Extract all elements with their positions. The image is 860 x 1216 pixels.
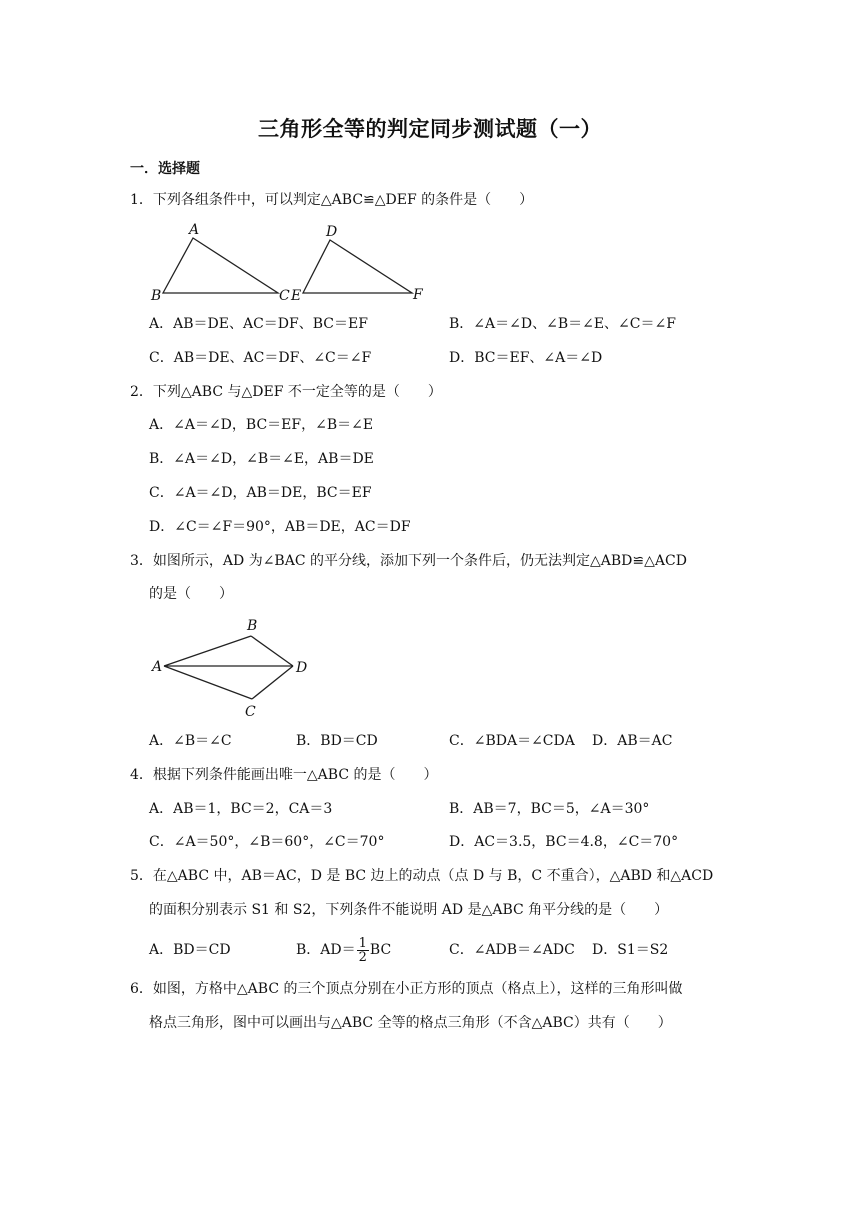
label-d: D <box>326 224 338 240</box>
question-3-stem-line-1: 3．如图所示，AD 为∠BAC 的平分线，添加下列一个条件后，仍无法判定△ABD≌△ACD <box>130 553 687 569</box>
question-1-stem: 1．下列各组条件中，可以判定△ABC≌△DEF 的条件是（ ） <box>130 192 534 208</box>
question-5-stem-line-1: 5．在△ABC 中，AB＝AC，D 是 BC 边上的动点（点 D 与 B，C 不重合），△ABD 和△ACD <box>130 868 714 884</box>
question-3-figure <box>145 612 315 720</box>
label-a: A <box>189 222 200 238</box>
q3-option-b: B．BD＝CD <box>296 733 378 749</box>
question-6-stem-line-2: 格点三角形，图中可以画出与△ABC 全等的格点三角形（不含△ABC）共有（ ） <box>149 1015 672 1031</box>
question-6-stem-line-1: 6．如图，方格中△ABC 的三个顶点分别在小正方形的顶点（格点上），这样的三角形叫做 <box>130 981 683 997</box>
q4-option-d: D．AC＝3.5，BC＝4.8，∠C＝70° <box>449 834 679 850</box>
q4-option-c: C．∠A＝50°，∠B＝60°，∠C＝70° <box>149 834 385 850</box>
label-c: C <box>279 288 290 302</box>
q5-option-b-prefix: B．AD＝ <box>296 942 356 958</box>
label-c: C <box>245 704 256 720</box>
q2-option-c: C．∠A＝∠D，AB＝DE，BC＝EF <box>149 485 372 501</box>
label-b: B <box>247 618 258 634</box>
q3-option-c: C．∠BDA＝∠CDA <box>449 733 575 749</box>
fraction-one-half <box>357 937 369 964</box>
q2-option-b: B．∠A＝∠D，∠B＝∠E，AB＝DE <box>149 451 374 467</box>
q1-option-a: A．AB＝DE、AC＝DF、BC＝EF <box>149 316 368 332</box>
q5-option-a: A．BD＝CD <box>149 942 231 958</box>
q1-option-c: C．AB＝DE、AC＝DF、∠C＝∠F <box>149 350 372 366</box>
label-f: F <box>413 287 423 302</box>
q4-option-b: B．AB＝7，BC＝5，∠A＝30° <box>449 801 650 817</box>
q4-option-a: A．AB＝1，BC＝2，CA＝3 <box>149 801 333 817</box>
q2-option-d: D．∠C＝∠F＝90°，AB＝DE，AC＝DF <box>149 519 411 535</box>
label-a: A <box>152 659 163 675</box>
label-e: E <box>291 288 302 302</box>
fraction-denominator: 2 <box>358 949 367 965</box>
label-b: B <box>151 288 162 302</box>
section-heading: 一．选择题 <box>130 161 200 177</box>
triangle-def <box>303 240 412 293</box>
question-3-stem-line-2: 的是（ ） <box>149 586 233 602</box>
fraction-numerator: 1 <box>358 935 367 951</box>
question-4-stem: 4．根据下列条件能画出唯一△ABC 的是（ ） <box>130 767 438 783</box>
q2-option-a: A．∠A＝∠D，BC＝EF，∠B＝∠E <box>149 417 374 433</box>
q1-option-b: B．∠A＝∠D、∠B＝∠E、∠C＝∠F <box>449 316 676 332</box>
q5-option-d: D．S1＝S2 <box>592 942 669 958</box>
q1-option-d: D．BC＝EF、∠A＝∠D <box>449 350 603 366</box>
label-d: D <box>296 660 308 676</box>
q5-option-b-suffix: BC <box>369 942 392 958</box>
q3-option-d: D．AB＝AC <box>592 733 673 749</box>
question-2-stem: 2．下列△ABC 与△DEF 不一定全等的是（ ） <box>130 384 442 400</box>
q5-option-c: C．∠ADB＝∠ADC <box>449 942 575 958</box>
page-title: 三角形全等的判定同步测试题（一） <box>258 117 602 141</box>
q3-option-a: A．∠B＝∠C <box>149 733 232 749</box>
triangle-abc <box>163 238 278 293</box>
question-1-figure <box>145 220 435 302</box>
q5-option-b <box>296 934 391 966</box>
question-5-stem-line-2: 的面积分别表示 S1 和 S2，下列条件不能说明 AD 是△ABC 角平分线的是（ ） <box>149 902 669 918</box>
